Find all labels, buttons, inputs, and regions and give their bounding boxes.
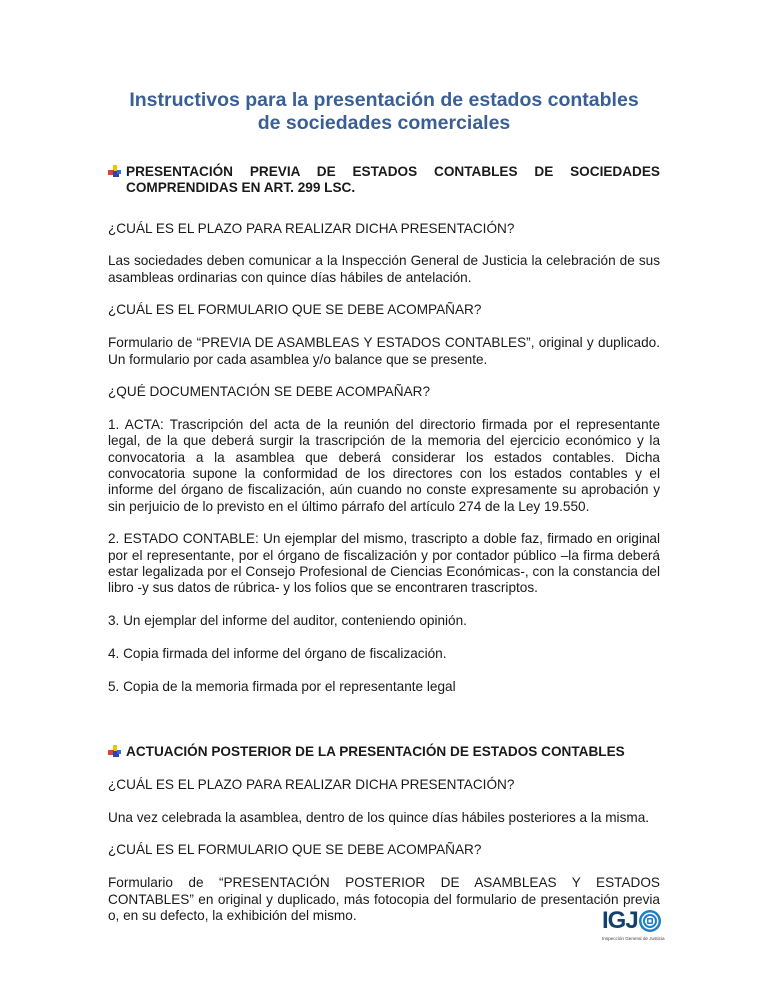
igj-logo	[601, 908, 663, 946]
answer-plazo-posterior: Una vez celebrada la asamblea, dentro de los quince días hábiles posteriores a la misma.	[108, 809, 650, 825]
doc-item-3-informe-auditor: 3. Un ejemplar del informe del auditor, conteniendo opinión.	[108, 613, 467, 629]
doc-item-2-estado-contable: 2. ESTADO CONTABLE: Un ejemplar del mismo, trascripto a doble faz, firmado en original por el representante, por el órgano de fiscalización y por contador público –la firma deberá estar legalizada por el Consejo Profesional de Ciencias Económicas-, con la constancia del libro -y sus datos de rúbrica- y los folios que se encontraren trascriptos.	[108, 531, 660, 596]
doc-item-5-memoria: 5. Copia de la memoria firmada por el representante legal	[108, 678, 456, 694]
logo-caption: Inspección General de Justicia	[602, 936, 665, 941]
doc-item-4-informe-fiscalizacion: 4. Copia firmada del informe del órgano de fiscalización.	[108, 645, 447, 661]
multicolor-bullet-icon	[108, 745, 122, 758]
doc-item-1-acta: 1. ACTA: Trascripción del acta de la reunión del directorio firmada por el representante legal, de la que deberá surgir la trascripción de la memoria del ejercicio económico y la convocatoria a la asamblea que deberá considerar los estados contables. Dicha convocatoria supone la conformidad de los directores con los estados contables y el informe del órgano de fiscalización, aún cuando no conste expresamente su aprobación y sin perjuicio de lo previsto en el último párrafo del artículo 274 de la Ley 19.550.	[108, 417, 660, 514]
answer-formulario: Formulario de “PREVIA DE ASAMBLEAS Y ESTADOS CONTABLES”, original y duplicado. Un formulario por cada asamblea y/o balance que se presente.	[108, 335, 660, 367]
answer-formulario-posterior: Formulario de “PRESENTACIÓN POSTERIOR DE ASAMBLEAS Y ESTADOS CONTABLES” en original y duplicado, más fotocopia del formulario de presentación previa o, en su defecto, la exhibición del mismo.	[108, 875, 660, 923]
page-title	[0, 89, 768, 135]
multicolor-bullet-icon	[108, 165, 122, 178]
title-line-2: de sociedades comerciales	[257, 112, 511, 134]
document-body	[108, 164, 660, 924]
question-documentacion: ¿QUÉ DOCUMENTACIÓN SE DEBE ACOMPAÑAR?	[108, 384, 431, 400]
title-line-1: Instructivos para la presentación de estados contables	[129, 89, 639, 111]
section-heading-text: PRESENTACIÓN PREVIA DE ESTADOS CONTABLES DE SOCIEDADES COMPRENDIDAS EN ART. 299 LSC.	[126, 164, 660, 196]
section-heading-posterior	[108, 744, 660, 760]
question-plazo: ¿CUÁL ES EL PLAZO PARA REALIZAR DICHA PRESENTACIÓN?	[108, 220, 515, 236]
logo-letters: IGJ	[602, 907, 638, 934]
seal-icon	[638, 909, 662, 938]
section-heading-previa	[108, 164, 660, 197]
section-heading-text: ACTUACIÓN POSTERIOR DE LA PRESENTACIÓN DE ESTADOS CONTABLES	[126, 744, 625, 760]
answer-plazo: Las sociedades deben comunicar a la Inspección General de Justicia la celebración de sus asambleas ordinarias con quince días hábiles de antelación.	[108, 253, 660, 285]
question-formulario-posterior: ¿CUÁL ES EL FORMULARIO QUE SE DEBE ACOMPAÑAR?	[108, 842, 482, 858]
question-formulario: ¿CUÁL ES EL FORMULARIO QUE SE DEBE ACOMPAÑAR?	[108, 302, 482, 318]
question-plazo-posterior: ¿CUÁL ES EL PLAZO PARA REALIZAR DICHA PRESENTACIÓN?	[108, 776, 515, 792]
